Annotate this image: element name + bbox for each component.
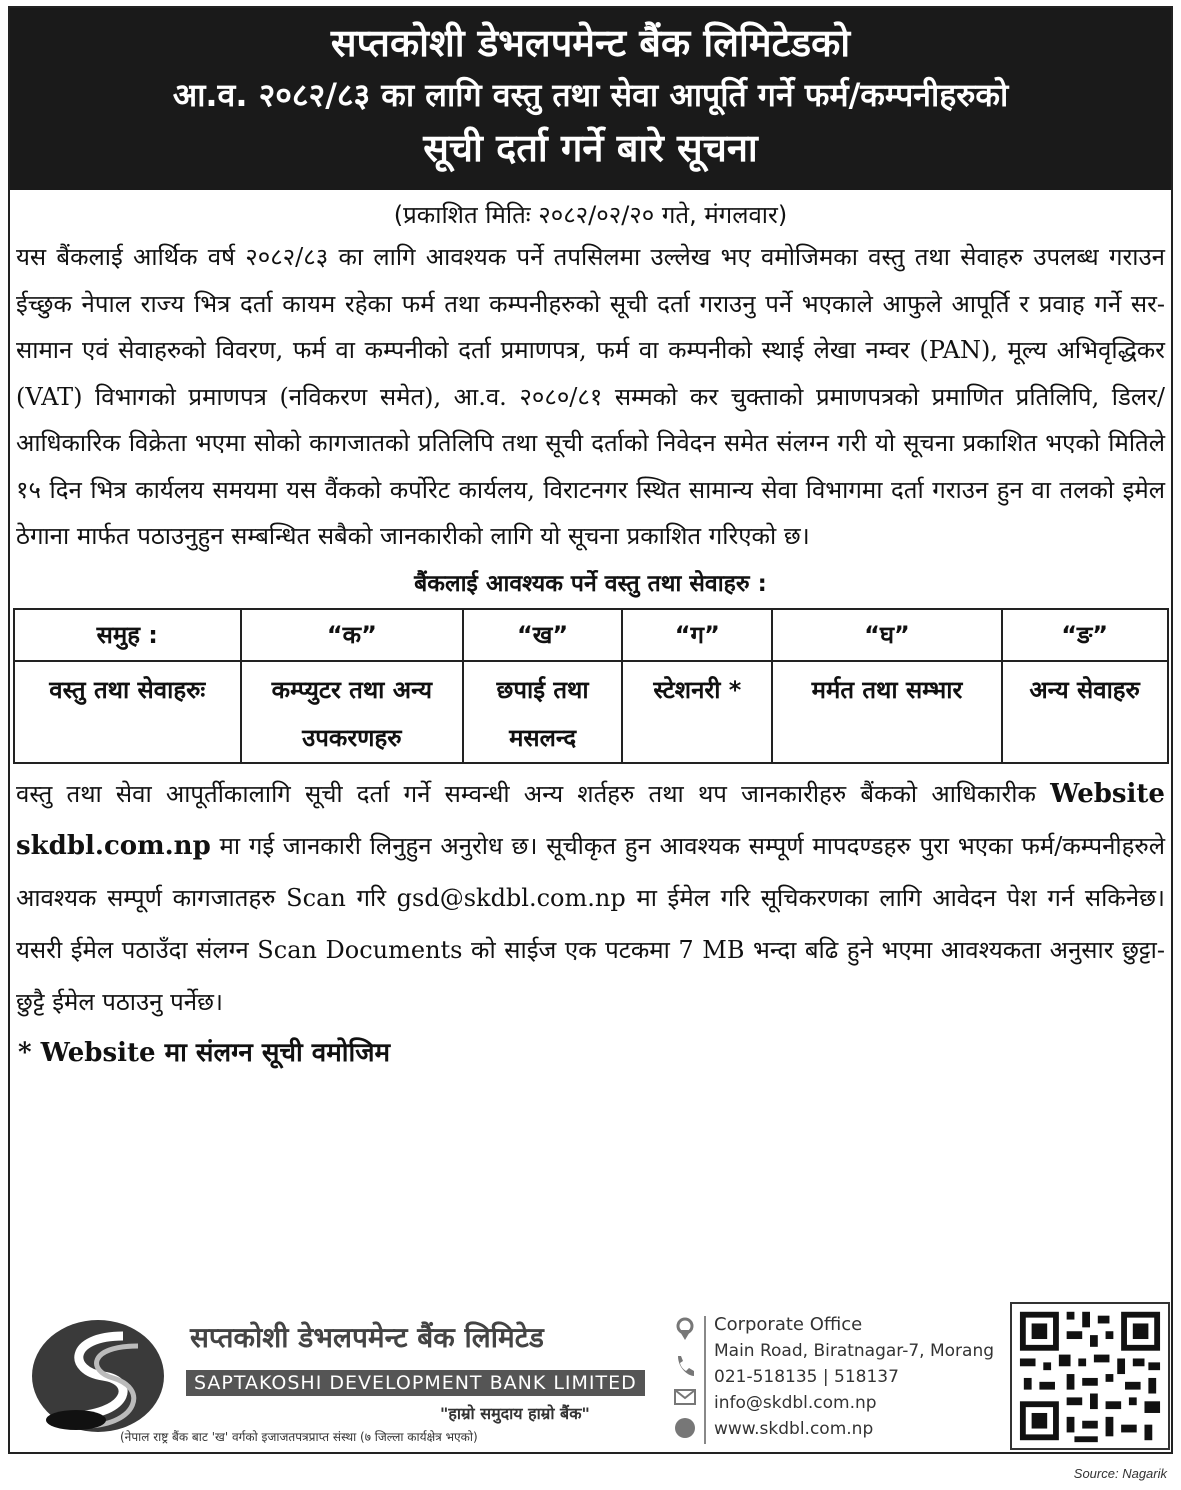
table-cell: कम्प्युटर तथा अन्य उपकरणहरु	[241, 661, 463, 763]
address: Main Road, Biratnagar-7, Morang	[714, 1341, 995, 1361]
location-icon	[678, 1319, 692, 1340]
table-header-cell: “ङ”	[1002, 609, 1168, 661]
contact-icons	[670, 1316, 700, 1446]
table-header-cell: समुह :	[14, 609, 242, 661]
website[interactable]: www.skdbl.com.np	[714, 1419, 874, 1439]
bank-name-nepali: सप्तकोशी डेभलपमेन्ट बैंक लिमिटेड	[190, 1321, 544, 1354]
table-row	[14, 661, 1168, 763]
email[interactable]: info@skdbl.com.np	[714, 1393, 877, 1413]
table-cell: अन्य सेवाहरु	[1002, 661, 1168, 763]
website-link[interactable]: Website skdbl.com.np	[16, 778, 1165, 861]
license-note: (नेपाल राष्ट्र बैंक बाट 'ख' वर्गको इजाजतपत्रप्राप्त संस्था (७ जिल्ला कार्यक्षेत्र भएको)	[120, 1430, 478, 1444]
contact-info	[714, 1312, 994, 1442]
phone: 021-518135 | 518137	[714, 1367, 899, 1387]
bank-logo-icon	[28, 1316, 168, 1436]
terms-text-1: वस्तु तथा सेवा आपूर्तीकालागि सूची दर्ता गर्ने सम्वन्धी अन्य शर्तहरु तथा थप जानकारीहरु बैंकको आधिकारीक	[16, 779, 1036, 808]
notice-title-bank: सप्तकोशी डेभलपमेन्ट बैंक लिमिटेडको	[330, 21, 851, 65]
table-header-cell: “ग”	[622, 609, 772, 661]
table-header-cell: “घ”	[772, 609, 1002, 661]
table-cell: वस्तु तथा सेवाहरुः	[14, 661, 242, 763]
list-title: बैंकलाई आवश्यक पर्ने वस्तु तथा सेवाहरु :	[414, 570, 767, 597]
table-header-cell: “क”	[241, 609, 463, 661]
bank-name-english: SAPTAKOSHI DEVELOPMENT BANK LIMITED	[186, 1370, 645, 1396]
table-header-cell: “ख”	[463, 609, 623, 661]
notice-title-purpose: आ.व. २०८२/८३ का लागि वस्तु तथा सेवा आपूर्ति गर्ने फर्म/कम्पनीहरुको	[172, 76, 1009, 114]
table-cell: मर्मत तथा सम्भार	[772, 661, 1002, 763]
corporate-office-label: Corporate Office	[714, 1314, 863, 1335]
terms-text-2: मा गई जानकारी लिनुहुन अनुरोध छ। सूचीकृत हुन आवश्यक सम्पूर्ण मापदण्डहरु पुरा भएका फर्म/कम्पनीहरुले आवश्यक सम्पूर्ण कागजातहरु Scan गरि gsd@skdbl.com.np मा ईमेल गरि सूचिकरणका लागि आवेदन पेश गर्न सकिनेछ। यसरी ईमेल पठाउँदा संलग्न Scan Documents को साईज एक पटकमा 7 MB भन्दा बढि हुने भएमा आवश्यकता अनुसार छुट्टा-छुट्टै ईमेल पठाउनु पर्नेछ।	[16, 831, 1165, 1016]
contact-divider	[704, 1316, 706, 1444]
globe-icon	[675, 1418, 695, 1438]
table-header-row	[14, 609, 1168, 661]
notice-header	[10, 8, 1171, 190]
published-date: (प्रकाशित मितिः २०८२/०२/२० गते, मंगलवार)	[393, 201, 788, 229]
footer	[10, 1298, 1171, 1454]
notice	[8, 6, 1173, 1454]
star-note: * Website मा संलग्न सूची वमोजिम	[18, 1037, 391, 1068]
table-cell: स्टेशनरी *	[622, 661, 772, 763]
source-credit: Source: Nagarik	[1073, 1466, 1167, 1481]
bank-tagline: "हाम्रो समुदाय हाम्रो बैंक"	[440, 1404, 590, 1423]
phone-icon	[678, 1356, 694, 1376]
notice-title-main: सूची दर्ता गर्ने बारे सूचना	[423, 126, 758, 170]
body-paragraph: यस बैंकलाई आर्थिक वर्ष २०८२/८३ का लागि आवश्यक पर्ने तपसिलमा उल्लेख भए वमोजिमका वस्तु तथा सेवाहरु उपलब्ध गराउन ईच्छुक नेपाल राज्य भित्र दर्ता कायम रहेका फर्म तथा कम्पनीहरुको सूची दर्ता गराउनु पर्ने भएकाले आफुले आपूर्ति र प्रवाह गर्ने सर-सामान एवं सेवाहरुको विवरण, फर्म वा कम्पनीको दर्ता प्रमाणपत्र, फर्म वा कम्पनीको स्थाई लेखा नम्वर (PAN), मूल्य अभिवृद्धिकर (VAT) विभागको प्रमाणपत्र (नविकरण समेत), आ.व. २०८०/८१ सम्मको कर चुक्ताको प्रमाणपत्रको प्रमाणित प्रतिलिपि, डिलर/आधिकारिक विक्रेता भएमा सोको कागजातको प्रतिलिपि तथा सूची दर्ताको निवेदन समेत संलग्न गरी यो सूचना प्रकाशित भएको मितिले १५ दिन भित्र कार्यलय समयमा यस वैंकको कर्पोरेट कार्यलय, विराटनगर स्थित सामान्य सेवा विभागमा दर्ता गराउन हुन वा तलको इमेल ठेगाना मार्फत पठाउनुहुन सम्बन्धित सबैको जानकारीको लागि यो सूचना प्रकाशित गरिएको छ।	[16, 243, 1165, 550]
category-table	[13, 608, 1169, 764]
qr-code	[1010, 1302, 1170, 1450]
table-cell: छपाई तथा मसलन्द	[463, 661, 623, 763]
terms-paragraph	[10, 768, 1171, 1028]
